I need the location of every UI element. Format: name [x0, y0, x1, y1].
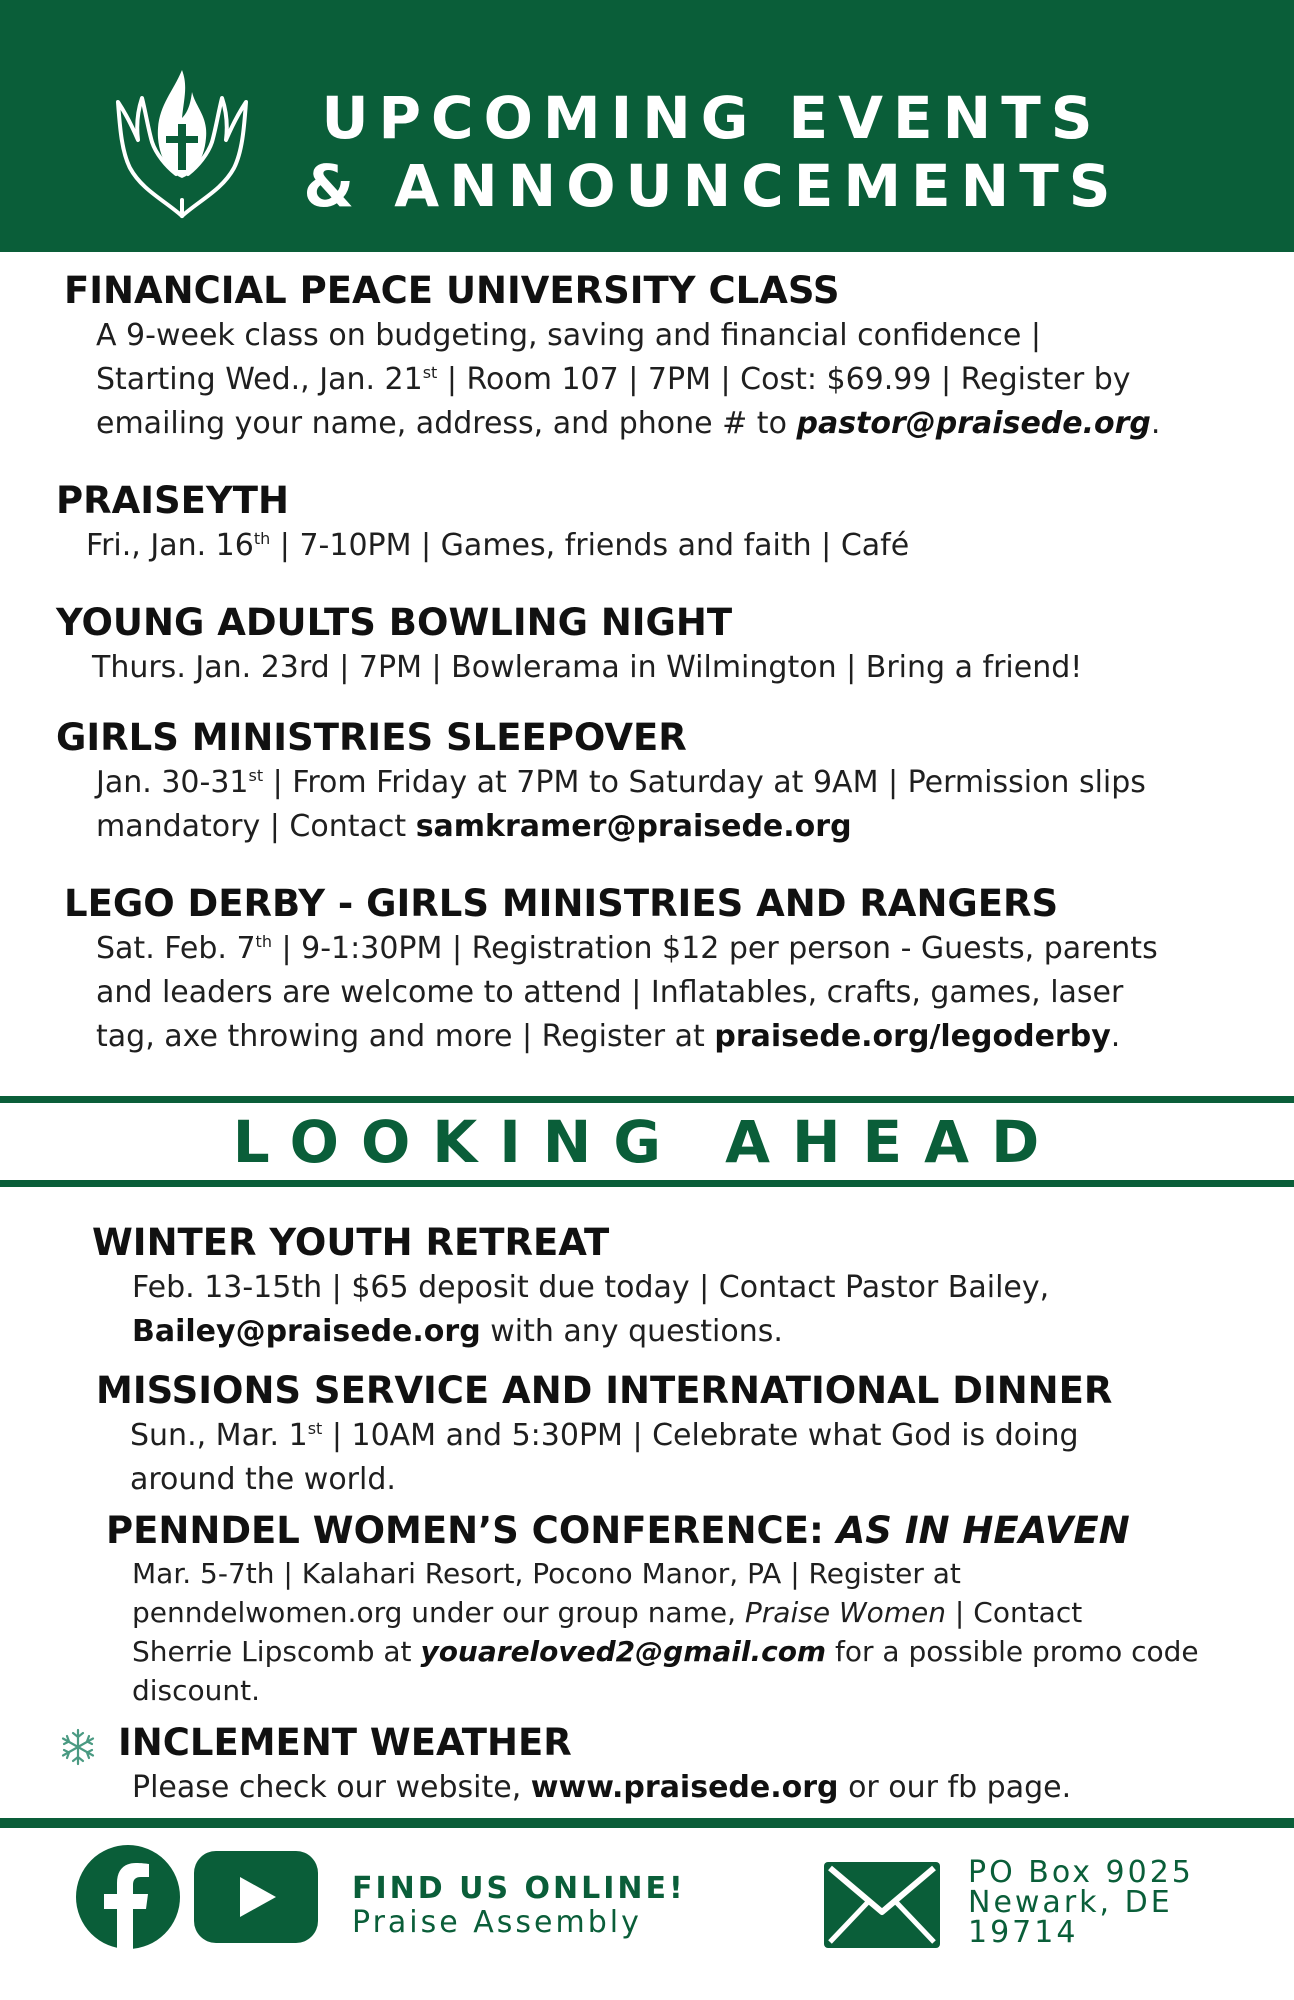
event-line: and leaders are welcome to attend | Inflatables, crafts, games, laser	[96, 975, 1124, 1010]
event-line: Starting Wed., Jan. 21	[96, 362, 423, 397]
event-line: mandatory | Contact	[96, 809, 416, 844]
event-line: Sun., Mar. 1	[130, 1418, 308, 1453]
superscript: st	[307, 1419, 323, 1438]
superscript: th	[255, 932, 272, 951]
event-line: Jan. 30-31	[96, 765, 249, 800]
event-title-italic: AS IN HEAVEN	[836, 1509, 1130, 1552]
event-details	[106, 1554, 1199, 1710]
footer-divider	[0, 1818, 1294, 1828]
event-line: Sat. Feb. 7	[96, 931, 256, 966]
event-title: FINANCIAL PEACE UNIVERSITY CLASS	[64, 269, 840, 312]
snowflake-icon	[58, 1727, 98, 1767]
event-line: around the world.	[130, 1462, 396, 1497]
event-line: | Contact	[946, 1596, 1083, 1629]
event-line: tag, axe throwing and more | Register at	[96, 1019, 715, 1054]
title-line-2: & ANNOUNCEMENTS	[303, 152, 1121, 220]
event-line: Mar. 5-7th | Kalahari Resort, Pocono Manor, PA | Register at	[132, 1557, 961, 1590]
youtube-icon[interactable]	[194, 1845, 318, 1949]
event-title: MISSIONS SERVICE AND INTERNATIONAL DINNER	[96, 1369, 1113, 1412]
event-line: or our fb page.	[838, 1770, 1072, 1805]
event-praiseyth	[56, 478, 909, 568]
event-line: | 10AM and 5:30PM | Celebrate what God is doing	[322, 1418, 1079, 1453]
facebook-icon[interactable]	[76, 1845, 180, 1949]
event-penndel-conference	[106, 1508, 1199, 1710]
header-banner	[0, 0, 1294, 252]
event-details	[96, 1414, 1112, 1502]
event-title: INCLEMENT WEATHER	[118, 1721, 572, 1764]
pastor-email-link[interactable]: pastor@praisede.org	[796, 406, 1151, 441]
address-line: PO Box 9025	[968, 1855, 1194, 1890]
event-line: | 9-1:30PM | Registration $12 per person - Guests, parents	[271, 931, 1158, 966]
event-details	[64, 927, 1158, 1059]
divider-bottom	[0, 1180, 1294, 1187]
superscript: th	[253, 529, 271, 548]
event-line: A 9-week class on budgeting, saving and financial confidence |	[96, 318, 1041, 353]
event-inclement-weather	[118, 1720, 1071, 1810]
event-line: Fri., Jan. 16	[86, 528, 254, 563]
superscript: st	[422, 363, 438, 382]
event-details	[118, 1766, 1071, 1810]
praying-hands-logo-icon	[112, 68, 252, 220]
event-line: .	[1110, 1019, 1121, 1054]
event-line: Thurs. Jan. 23rd | 7PM | Bowlerama in Wilmington | Bring a friend!	[92, 650, 1083, 685]
event-line: | Room 107 | 7PM | Cost: $69.99 | Register by	[437, 362, 1131, 397]
title-line-1: UPCOMING EVENTS	[321, 84, 1103, 152]
event-line: discount.	[132, 1674, 261, 1707]
event-details	[56, 524, 909, 568]
find-name: Praise Assembly	[352, 1905, 642, 1940]
event-details	[56, 646, 1082, 690]
page-title	[282, 84, 1142, 220]
website-link[interactable]: www.praisede.org	[530, 1770, 839, 1805]
event-line: Feb. 13-15th | $65 deposit due today | Contact Pastor Bailey,	[132, 1270, 1050, 1305]
event-line: with any questions.	[480, 1314, 783, 1349]
event-girls-sleepover	[56, 715, 1146, 849]
event-details	[56, 761, 1146, 849]
event-title: LEGO DERBY - GIRLS MINISTRIES AND RANGERS	[64, 882, 1059, 925]
event-title: PRAISEYTH	[56, 479, 289, 522]
event-line: | 7-10PM | Games, friends and faith | Café	[270, 528, 910, 563]
mailing-address	[968, 1855, 1194, 1950]
event-bowling-night	[56, 600, 1082, 690]
event-missions-dinner	[96, 1368, 1112, 1502]
event-title	[106, 1508, 1199, 1554]
find-title: FIND US ONLINE!	[352, 1871, 686, 1906]
event-title: GIRLS MINISTRIES SLEEPOVER	[56, 716, 687, 759]
event-details	[64, 314, 1160, 446]
event-details	[92, 1266, 1049, 1354]
event-lego-derby	[64, 881, 1158, 1059]
event-line: Please check our website,	[132, 1770, 531, 1805]
divider-top	[0, 1096, 1294, 1103]
youareloved-email-link[interactable]: youareloved2@gmail.com	[420, 1635, 827, 1668]
event-title-main: PENNDEL WOMEN’S CONFERENCE:	[106, 1509, 837, 1552]
find-us-online	[352, 1872, 686, 1940]
looking-ahead-heading: LOOKING AHEAD	[232, 1108, 1062, 1176]
event-financial-peace	[64, 268, 1160, 446]
address-line: 19714	[968, 1915, 1079, 1950]
event-line: emailing your name, address, and phone # to	[96, 406, 797, 441]
event-line: Sherrie Lipscomb at	[132, 1635, 421, 1668]
samkramer-email-link[interactable]: samkramer@praisede.org	[415, 809, 852, 844]
event-title: YOUNG ADULTS BOWLING NIGHT	[56, 601, 733, 644]
legoderby-link[interactable]: praisede.org/legoderby	[714, 1019, 1111, 1054]
event-line: for a possible promo code	[826, 1635, 1199, 1668]
superscript: st	[248, 766, 264, 785]
event-line: .	[1150, 406, 1161, 441]
event-winter-retreat	[92, 1220, 1049, 1354]
event-line: penndelwomen.org under our group name,	[132, 1596, 745, 1629]
event-line: | From Friday at 7PM to Saturday at 9AM | Permission slips	[263, 765, 1146, 800]
mail-icon[interactable]	[824, 1862, 940, 1948]
bailey-email-link[interactable]: Bailey@praisede.org	[132, 1314, 481, 1349]
group-name: Praise Women	[744, 1596, 947, 1629]
address-line: Newark, DE	[968, 1885, 1173, 1920]
event-title: WINTER YOUTH RETREAT	[92, 1221, 610, 1264]
